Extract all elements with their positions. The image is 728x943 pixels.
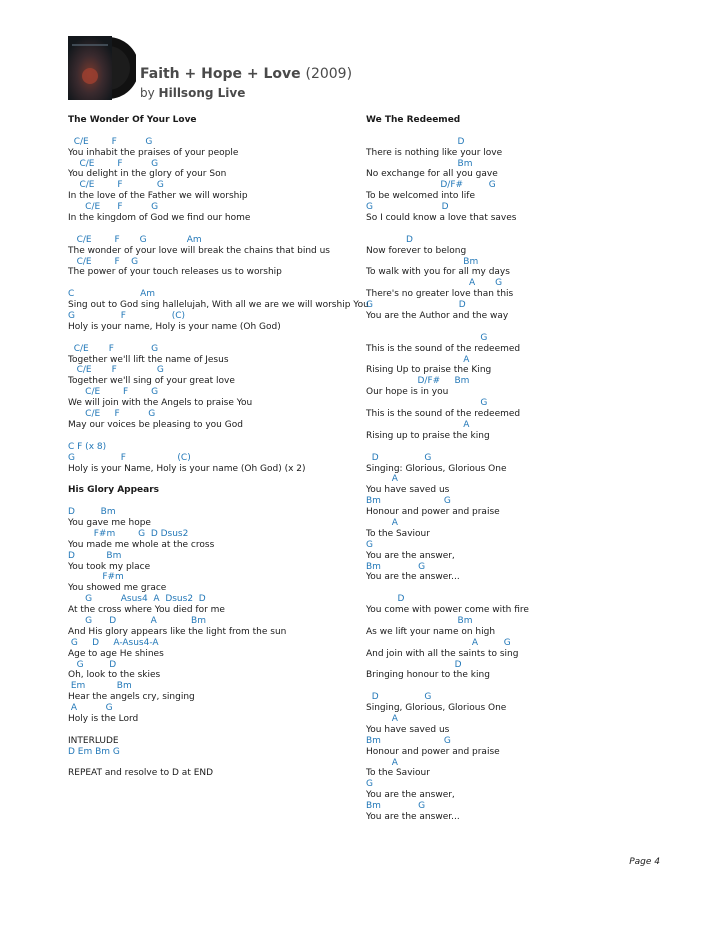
lyric-line: In the kingdom of God we find our home	[68, 213, 251, 224]
chord-line: D/F# G	[366, 180, 496, 191]
chord-line: Bm G	[366, 735, 451, 746]
lyric-line: Oh, look to the skies	[68, 670, 161, 681]
lyric-line: You showed me grace	[68, 583, 167, 594]
lyric-line: As we lift your name on high	[366, 626, 496, 637]
lyric-line: And His glory appears like the light from the sun	[68, 626, 287, 637]
lyric-line: To the Saviour	[366, 528, 430, 539]
lyric-line: Honour and power and praise	[366, 507, 500, 518]
chord-line: Bm G	[366, 561, 426, 572]
lyric-line: The wonder of your love will break the chains that bind us	[68, 245, 330, 256]
lyric-line: You are the Author and the way	[366, 311, 509, 322]
chord-line: F#m	[68, 572, 124, 583]
album-header	[68, 36, 368, 106]
lyric-line: INTERLUDE	[68, 735, 119, 746]
lyric-line: Age to age He shines	[68, 648, 164, 659]
lyric-line: There's no greater love than this	[366, 289, 514, 300]
chord-line: A	[366, 474, 398, 485]
lyric-line: You have saved us	[366, 485, 450, 496]
lyric-line: In the love of the Father we will worship	[68, 191, 248, 202]
lyric-line: Hear the angels cry, singing	[68, 692, 195, 703]
chord-line: D	[366, 234, 413, 245]
lyric-line: You are the answer...	[366, 812, 460, 822]
lyric-line: This is the sound of the redeemed	[366, 343, 521, 354]
lyric-line: Rising Up to praise the King	[366, 365, 492, 376]
lyric-line: Together we'll sing of your great love	[68, 376, 235, 387]
album-cover-image	[68, 36, 136, 100]
lyric-line: And join with all the saints to sing	[366, 648, 519, 659]
chord-line: C/E F G	[68, 387, 159, 398]
chord-line: A G	[68, 703, 113, 714]
lyric-line: Holy is the Lord	[68, 713, 139, 724]
lyric-line: Singing: Glorious, Glorious One	[366, 463, 507, 474]
lyric-line: No exchange for all you gave	[366, 169, 498, 180]
chord-line: Bm	[366, 256, 479, 267]
page-number: Page 4	[629, 857, 660, 867]
chord-line: C/E F G	[68, 202, 159, 213]
lyric-line: To be welcomed into life	[366, 191, 475, 202]
lyric-line: To the Saviour	[366, 768, 430, 779]
spacer	[68, 224, 364, 235]
lyric-line: Rising up to praise the king	[366, 430, 490, 441]
chord-line: A G	[366, 637, 511, 648]
song-title: We The Redeemed	[366, 115, 461, 125]
lyric-line: You made me whole at the cross	[68, 539, 215, 550]
spacer	[68, 333, 364, 344]
chord-line: A	[366, 757, 398, 768]
chord-line: G D	[68, 659, 117, 670]
chord-line: A	[366, 354, 470, 365]
chord-line: G F (C)	[68, 311, 186, 322]
chord-line: G D A Bm	[68, 615, 206, 626]
chord-line: C F (x 8)	[68, 441, 107, 452]
lyric-line: Singing, Glorious, Glorious One	[366, 703, 507, 714]
artist-line	[140, 86, 245, 100]
lyric-line: Bringing honour to the king	[366, 670, 490, 681]
lyric-line: Sing out to God sing hallelujah, With all we are we will worship You	[68, 300, 369, 311]
chord-line: D G	[366, 452, 432, 463]
chord-line: C/E F G	[68, 136, 153, 147]
chord-line: C/E F G	[68, 365, 164, 376]
lyric-line: REPEAT and resolve to D at END	[68, 768, 214, 779]
left-song-column	[68, 115, 369, 779]
artist-name: Hillsong Live	[158, 86, 246, 100]
chord-line: F#m G D Dsus2	[68, 528, 189, 539]
chord-line: A	[366, 419, 470, 430]
chord-line: G F (C)	[68, 452, 191, 463]
chord-line: A	[366, 713, 398, 724]
lyric-line: Holy is your Name, Holy is your name (Oh God) (x 2)	[68, 463, 306, 474]
lyric-line: You are the answer...	[366, 572, 460, 583]
lyric-line: You are the answer,	[366, 550, 455, 561]
chord-line: G	[366, 332, 488, 343]
lyric-line: So I could know a love that saves	[366, 213, 517, 224]
chord-line: D Em Bm G	[68, 746, 120, 757]
lyric-line: To walk with you for all my days	[366, 267, 510, 278]
lyric-line: You inhabit the praises of your people	[68, 147, 239, 158]
lyric-line: You have saved us	[366, 724, 450, 735]
chord-line: D/F# Bm	[366, 376, 470, 387]
chord-line: Bm	[366, 158, 473, 169]
lyric-line: We will join with the Angels to praise You	[68, 398, 253, 409]
spacer	[366, 322, 666, 333]
chord-line: C/E F G	[68, 158, 159, 169]
spacer	[366, 126, 666, 137]
chord-line: C/E F G Am	[68, 234, 202, 245]
chord-line: Bm G	[366, 801, 426, 812]
lyric-line: You took my place	[68, 561, 151, 572]
by-prefix: by	[140, 86, 155, 100]
right-song-column	[366, 115, 666, 823]
chord-line: D G	[366, 692, 432, 703]
chord-line: D Bm	[68, 550, 122, 561]
lyric-line: Honour and power and praise	[366, 746, 500, 757]
chord-line: C/E F G	[68, 343, 159, 354]
album-title: Faith + Hope + Love	[140, 66, 301, 82]
chord-line: G D A-Asus4-A	[68, 637, 159, 648]
lyric-line: The power of your touch releases us to worship	[68, 267, 282, 278]
spacer	[68, 126, 364, 137]
chord-line: G	[366, 779, 373, 790]
lyric-line: At the cross where You died for me	[68, 605, 225, 616]
chord-line: D Bm	[68, 507, 116, 518]
lyric-line: You are the answer,	[366, 790, 455, 801]
lyric-line: You come with power come with fire	[366, 605, 529, 616]
chord-line: G	[366, 539, 373, 550]
lyric-line: You delight in the glory of your Son	[68, 169, 227, 180]
chord-line: G D	[366, 300, 466, 311]
lyric-line: May our voices be pleasing to you God	[68, 419, 243, 430]
spacer	[68, 474, 364, 485]
chord-line: Em Bm	[68, 681, 132, 692]
spacer	[68, 758, 364, 769]
lyric-line: There is nothing like your love	[366, 147, 503, 158]
lyric-line: You gave me hope	[68, 517, 151, 528]
album-year: (2009)	[305, 66, 353, 82]
chord-line: G	[366, 398, 488, 409]
chord-line: C Am	[68, 289, 156, 300]
chord-line: C/E F G	[68, 409, 156, 420]
chord-line: G Asus4 A Dsus2 D	[68, 594, 206, 605]
song-title: The Wonder Of Your Love	[68, 115, 197, 125]
song-title: His Glory Appears	[68, 485, 160, 496]
lyric-line: Holy is your name, Holy is your name (Oh God)	[68, 321, 281, 332]
album-title-line	[140, 66, 352, 82]
chord-line: C/E F G	[68, 180, 164, 191]
chord-line: A	[366, 517, 398, 528]
spacer	[68, 496, 364, 507]
lyric-line: Now forever to belong	[366, 245, 467, 256]
chord-line: Bm	[366, 615, 473, 626]
spacer	[366, 681, 666, 692]
spacer	[366, 583, 666, 594]
chord-line: D	[366, 659, 462, 670]
spacer	[68, 431, 364, 442]
lyric-line: This is the sound of the redeemed	[366, 409, 521, 420]
lyric-line: Our hope is in you	[366, 387, 449, 398]
chord-line: Bm G	[366, 496, 451, 507]
chord-line: C/E F G	[68, 256, 139, 267]
chord-line: D	[366, 136, 465, 147]
chord-line: D	[366, 594, 405, 605]
spacer	[366, 224, 666, 235]
chord-line: A G	[366, 278, 503, 289]
spacer	[68, 725, 364, 736]
spacer	[68, 278, 364, 289]
lyric-line: Together we'll lift the name of Jesus	[68, 354, 229, 365]
spacer	[366, 442, 666, 453]
chord-line: G D	[366, 202, 449, 213]
